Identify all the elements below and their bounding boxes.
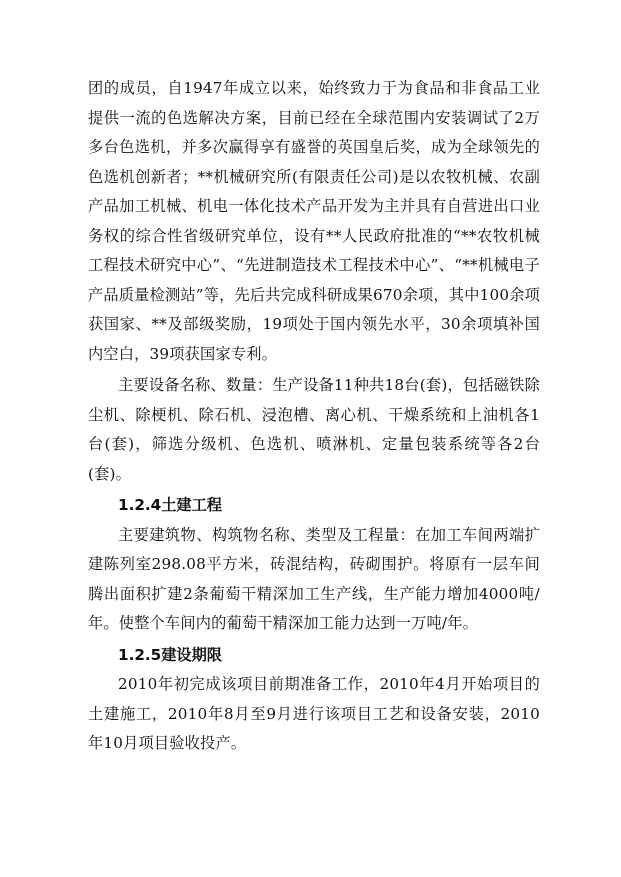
paragraph-civil-works: 主要建筑物、构筑物名称、类型及工程量：在加工车间两端扩建陈列室298.08平方米，砖混结构，砖砌围护。将原有一层车间腾出面积扩建2条葡萄干精深加工生产线，生产能力增加4000吨/年。使整个车间内的葡萄干精深加工能力达到一万吨/年。 bbox=[88, 525, 540, 632]
section-heading-construction-period: 1.2.5建设期限 bbox=[118, 645, 222, 664]
paragraph-company-background: 团的成员，自1947年成立以来，始终致力于为食品和非食品工业提供一流的色选解决方案，目前已经在全球范围内安装调试了2万多台色选机，并多次赢得享有盛誉的英国皇后奖，成为全球领先的色选机创新者；**机械研究所(有限责任公司)是以农牧机械、农副产品加工机械、机电一体化技术产品开发为主并具有自营进出口业务权的综合性省级研究单位，设有**人民政府批准的“**农牧机械工程技术研究中心”、“先进制造技术工程技术中心”、“**机械电子产品质量检测站”等，先后共完成科研成果670余项，其中100余项获国家、**及部级奖励，19项处于国内领先水平，30余项填补国内空白，39项获国家专利。 bbox=[88, 79, 540, 363]
paragraph-construction-period: 2010年初完成该项目前期准备工作，2010年4月开始项目的土建施工，2010年8月至9月进行该项目工艺和设备安装，2010年10月项目验收投产。 bbox=[88, 675, 540, 752]
section-heading-civil-works: 1.2.4土建工程 bbox=[118, 496, 222, 514]
paragraph-main-equipment: 主要设备名称、数量：生产设备11种共18台(套)，包括磁铁除尘机、除梗机、除石机、浸泡槽、离心机、干燥系统和上油机各1台(套)，筛选分级机、色选机、喷淋机、定量包装系统等各2台(套)。 bbox=[88, 376, 540, 483]
document-page bbox=[88, 74, 540, 759]
